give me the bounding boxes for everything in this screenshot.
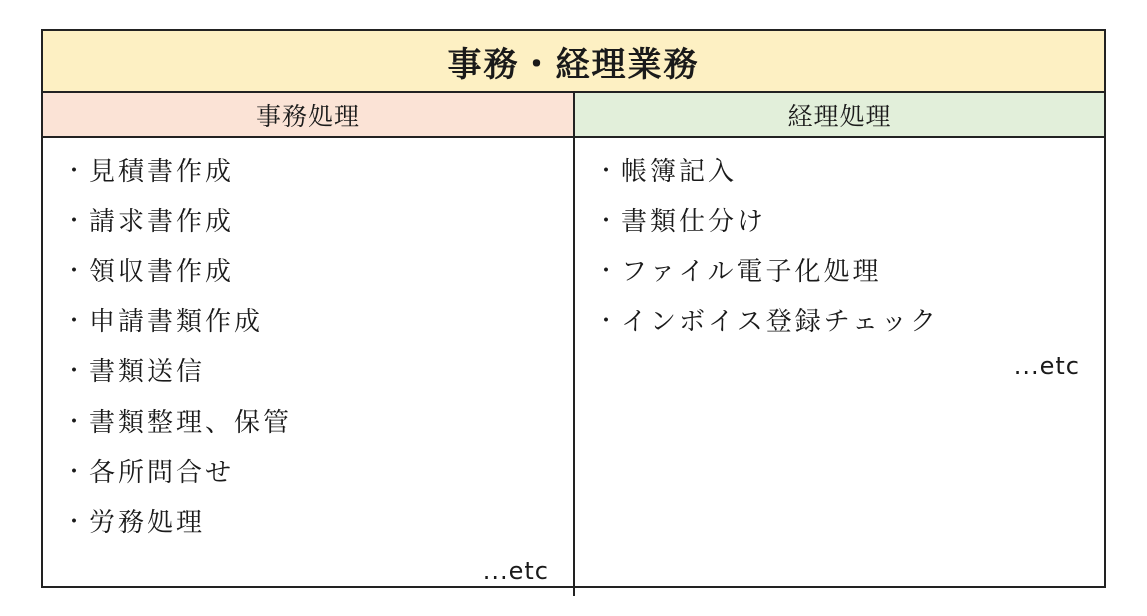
list-item-label: 労務処理 — [89, 507, 206, 538]
bullet: ・ — [63, 409, 89, 435]
bullet: ・ — [63, 509, 89, 535]
bullet: ・ — [595, 158, 621, 184]
list-item-label: 請求書作成 — [89, 206, 235, 237]
list-item — [63, 295, 573, 345]
column-header-accounting-work: 経理処理 — [575, 93, 1104, 136]
list-item — [63, 495, 573, 545]
list-item — [63, 194, 573, 244]
bullet: ・ — [63, 459, 89, 485]
list-item — [63, 144, 573, 194]
bullet: ・ — [595, 258, 621, 284]
list-item-label: ファイル電子化処理 — [621, 256, 882, 287]
list-item-label: 帳簿記入 — [621, 156, 738, 187]
list-item-label: インボイス登録チェック — [621, 307, 939, 338]
list-item — [595, 244, 1104, 294]
bullet: ・ — [63, 359, 89, 385]
bullet: ・ — [63, 158, 89, 184]
list-item-label: 書類整理、保管 — [89, 407, 293, 438]
office-work-list — [43, 144, 573, 546]
list-item — [595, 144, 1104, 194]
list-item-label: 書類仕分け — [621, 206, 767, 237]
list-item — [63, 345, 573, 395]
bullet: ・ — [63, 208, 89, 234]
office-work-column — [43, 138, 575, 596]
column-header-office-work: 事務処理 — [43, 93, 575, 136]
list-item-label: 領収書作成 — [89, 256, 235, 287]
office-work-etc: ...etc — [482, 556, 549, 585]
bullet: ・ — [63, 258, 89, 284]
list-item — [595, 194, 1104, 244]
list-item-label: 見積書作成 — [89, 156, 235, 187]
list-item-label: 各所問合せ — [89, 457, 235, 488]
list-item — [63, 445, 573, 495]
accounting-work-list — [575, 144, 1104, 345]
accounting-work-etc: ...etc — [1013, 351, 1080, 380]
accounting-work-column — [575, 138, 1104, 596]
list-item-label: 申請書類作成 — [89, 307, 264, 338]
header-row — [43, 93, 1104, 138]
bullet: ・ — [63, 309, 89, 335]
list-item — [63, 244, 573, 294]
list-item — [63, 395, 573, 445]
bullet: ・ — [595, 309, 621, 335]
bullet: ・ — [595, 208, 621, 234]
business-table — [41, 29, 1106, 588]
body-row — [43, 138, 1104, 596]
table-title: 事務・経理業務 — [43, 31, 1104, 93]
list-item — [595, 295, 1104, 345]
list-item-label: 書類送信 — [89, 357, 206, 388]
